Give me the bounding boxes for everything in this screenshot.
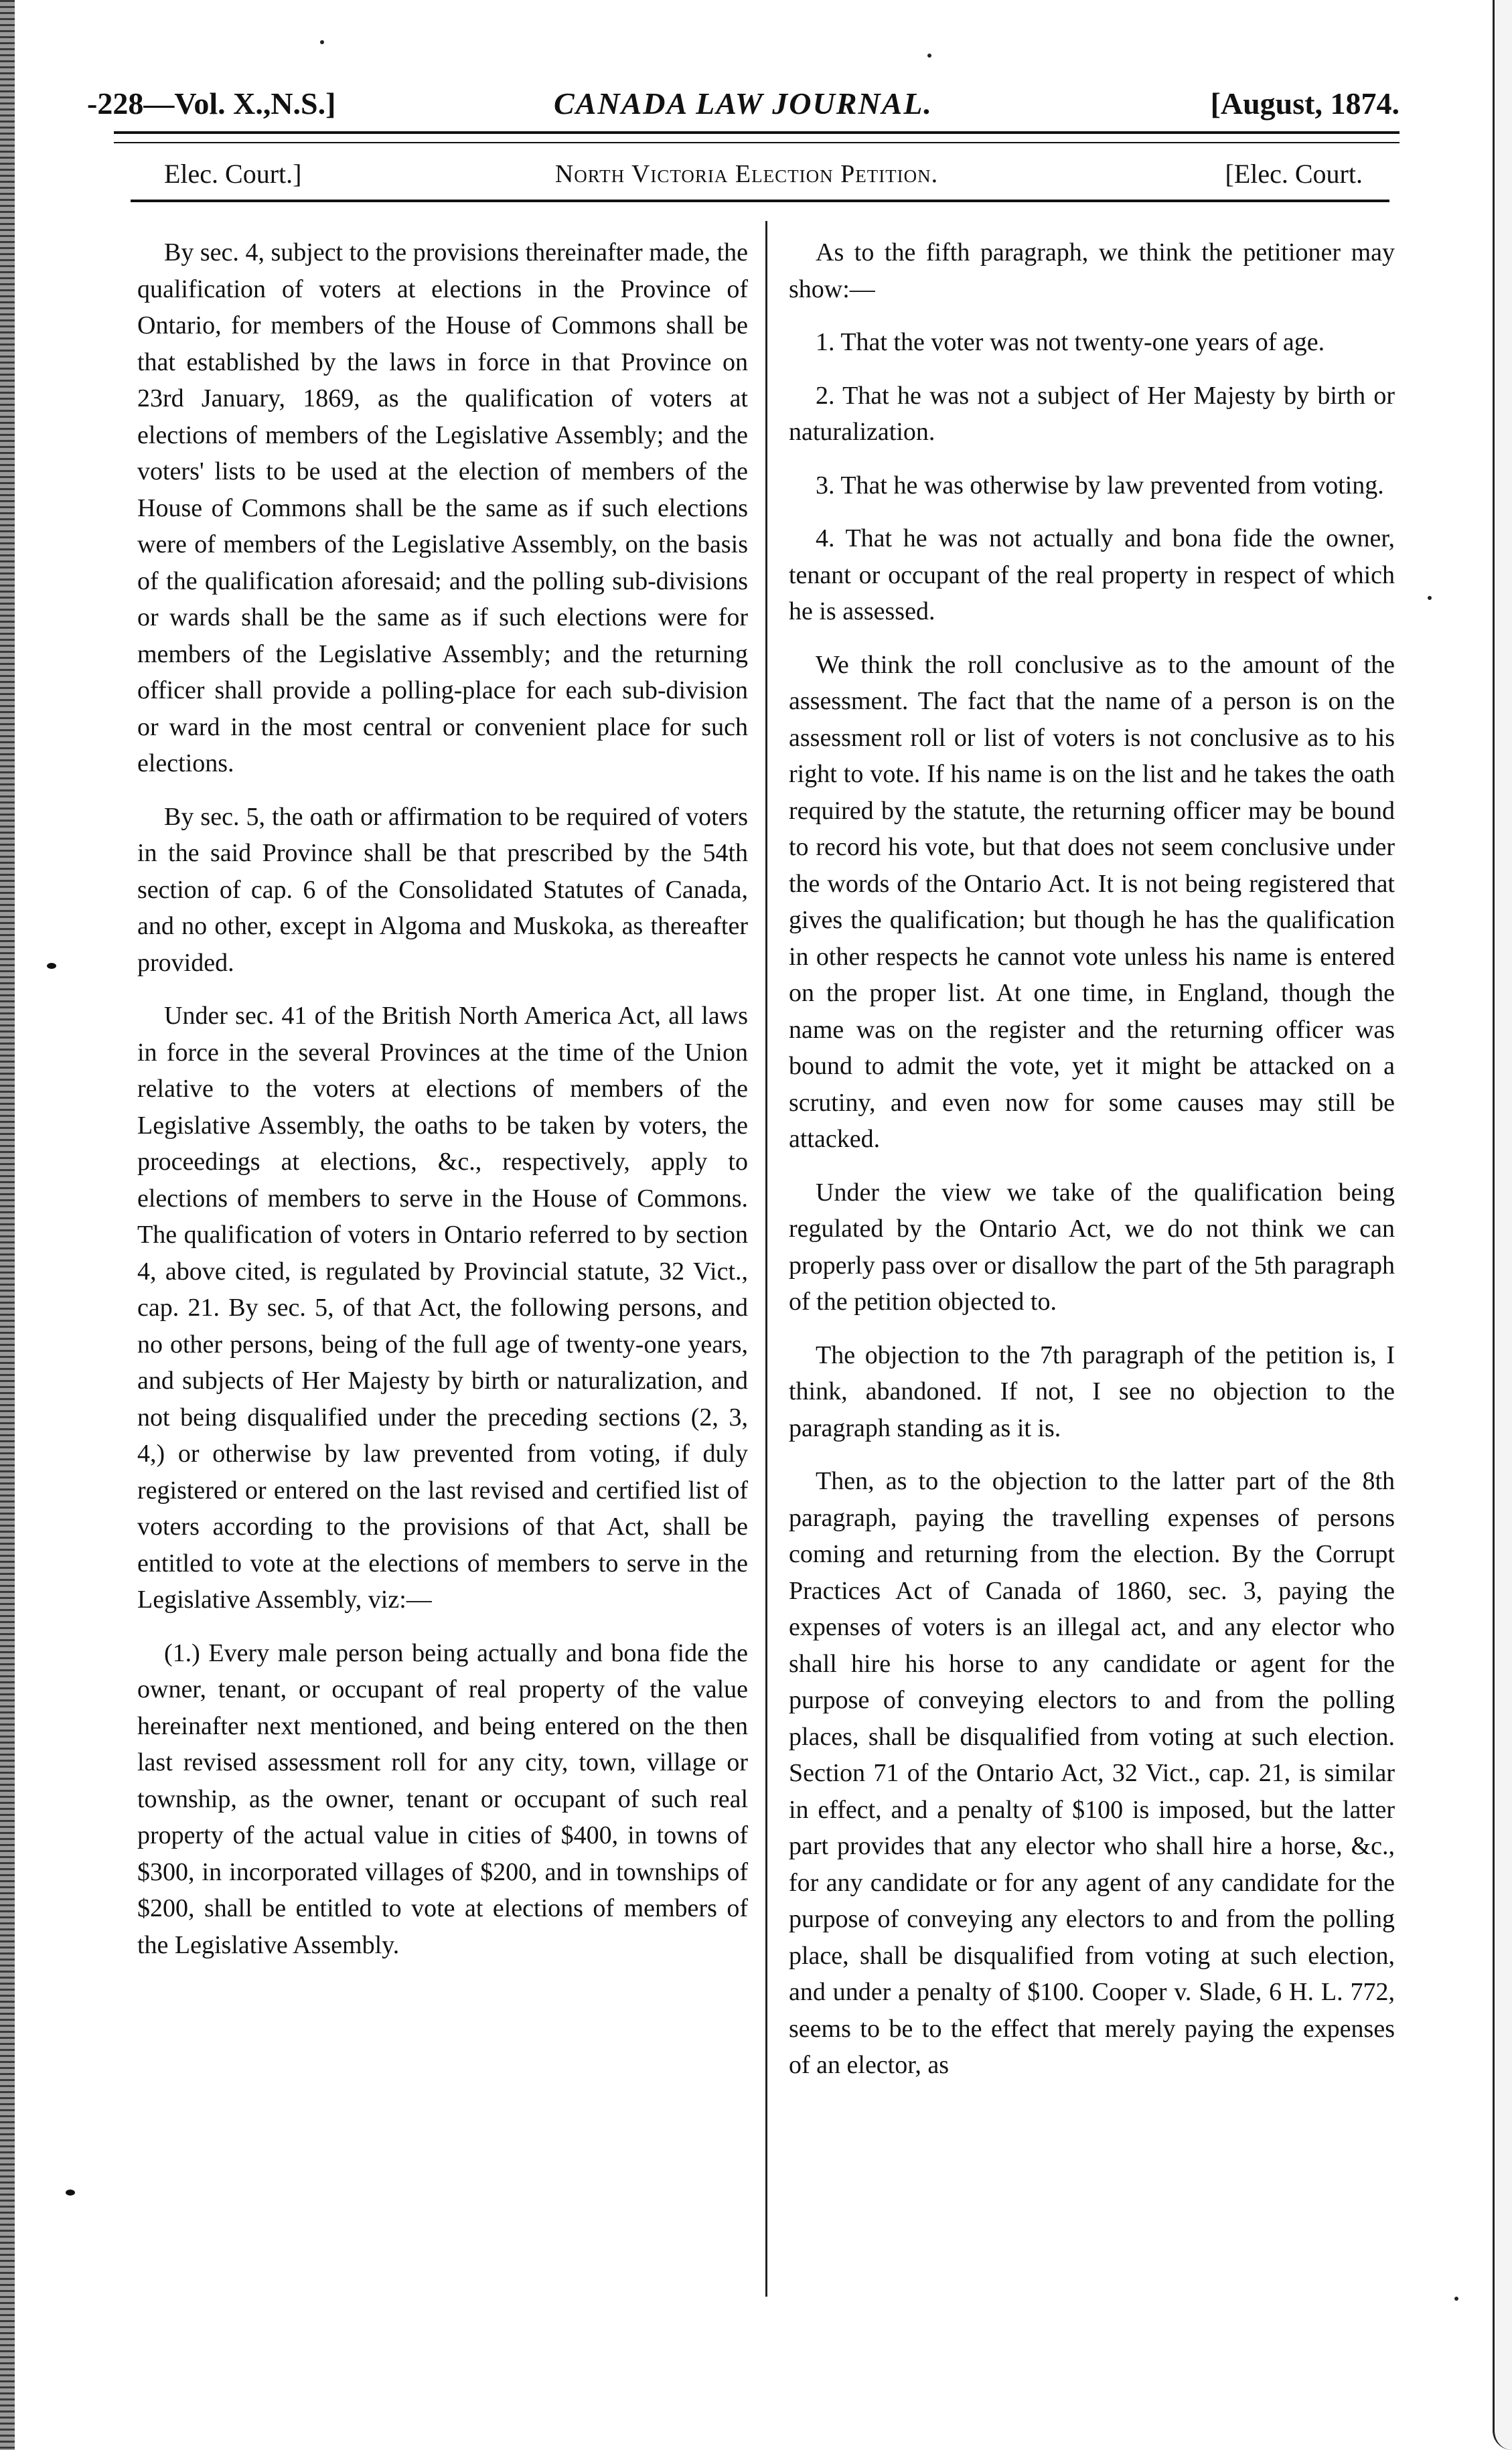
print-speck	[927, 54, 931, 58]
header-double-rule	[114, 131, 1400, 143]
paragraph-qualification-1: (1.) Every male person being actually and bona fide the owner, tenant, or occupant of real property of the value hereinafter next mentioned, and being entered on the then last revised assessment roll for any city, town, village or township, as the owner, tenant or occupant of such real property of the actual value in cities of $400, in towns of $300, in incorporated villages of $200, and in townships of $200, shall be entitled to vote at elections of members of the Legislative Assembly.	[137, 1638, 748, 1959]
paragraph-fifth: As to the fifth paragraph, we think the petitioner may show:—	[789, 238, 1395, 303]
paragraph-qualification-view: Under the view we take of the qualification being regulated by the Ontario Act, we do not think we can properly pass over or disallow the part of the 5th paragraph of the petition objected to.	[789, 1178, 1395, 1316]
paragraph-sec-41: Under sec. 41 of the British North America Act, all laws in force in the several Provinces at the time of the Union relative to the voters at elections of members of the Legislative Assembly, the oaths to be taken by voters, the proceedings at elections, &c., respectively, apply to elections of members to serve in the House of Commons. The qualification of voters in Ontario referred to by section 4, above cited, is regulated by Provincial statute, 32 Vict., cap. 21. By sec. 5, of that Act, the following persons, and no other persons, being of the full age of twenty-one years, and subjects of Her Majesty by birth or naturalization, and not being disqualified under the preceding sections (2, 3, 4,) or otherwise by law prevented from voting, if duly registered or entered on the last revised and certified list of voters according to the provisions of that Act, shall be entitled to vote at the elections of members to serve in the Legislative Assembly, viz:—	[137, 1002, 748, 1614]
paragraph-roll-conclusive: We think the roll conclusive as to the amount of the assessment. The fact that the name of a person is on the assessment roll or list of voters is not conclusive as to his right to vote. If his name is on the list and he takes the oath required by the statute, the returning officer may be bound to record his vote, but that does not seem conclusive under the words of the Ontario Act. It is not being registered that gives the qualification; but though he has the qualification in other respects he cannot vote unless his name is entered on the proper list. At one time, in England, though the name was on the register and the returning officer was bound to admit the vote, yet it might be attacked on a scrutiny, and even now for some causes may still be attacked.	[789, 650, 1395, 1153]
left-column	[137, 228, 748, 1980]
page-edge-curl	[1493, 0, 1512, 2450]
print-speck	[320, 40, 324, 44]
paragraph-sec-4: By sec. 4, subject to the provisions thereinafter made, the qualification of voters at elections in the Province of Ontario, for members of the House of Commons shall be that established by the laws in force in that Province on 23rd January, 1869, as the qualification of voters at elections of members of the Legislative Assembly; and the voters' lists to be used at the election of members of the House of Commons shall be the same as if such elections were of members of the Legislative Assembly, on the basis of the qualification aforesaid; and the polling sub-divisions or wards shall be the same as if such elections were for members of the Legislative Assembly; and the returning officer shall provide a polling-place for each sub-division or ward in the most central or convenient place for such elections.	[137, 238, 748, 777]
paragraph-eighth: Then, as to the objection to the latter part of the 8th paragraph, paying the travelling expenses of persons coming and returning from the election. By the Corrupt Practices Act of Canada of 1860, sec. 3, paying the expenses of voters is an illegal act, and any elector who shall hire his horse to any candidate or agent for the purpose of conveying electors to and from the polling places, shall be disqualified from voting at such election. Section 71 of the Ontario Act, 32 Vict., cap. 21, is similar in effect, and a penalty of $100 is imposed, but the latter part provides that any elector who shall hire a horse, &c., for any candidate or for any agent of any candidate for the purpose of conveying any electors to and from the polling place, shall be disqualified from voting at such election, and under a penalty of $100. Cooper v. Slade, 6 H. L. 772, seems to be to the effect that merely paying the expenses of an elector, as	[789, 1467, 1395, 2079]
section-head	[131, 155, 1363, 196]
list-item: 2. That he was not a subject of Her Majesty by birth or naturalization.	[789, 381, 1395, 446]
list-item: 3. That he was otherwise by law prevented from voting.	[816, 471, 1384, 500]
right-column	[789, 228, 1395, 2100]
issue-date: [August, 1874.	[1210, 86, 1400, 121]
court-label-right: [Elec. Court.	[1225, 159, 1363, 189]
print-speck	[1454, 2297, 1458, 2301]
paragraph-seventh: The objection to the 7th paragraph of the petition is, I think, abandoned. If not, I see no objection to the paragraph standing as it is.	[789, 1341, 1395, 1442]
header-rule	[131, 200, 1389, 202]
list-item: 4. That he was not actually and bona fide the owner, tenant or occupant of the real property in respect of which he is assessed.	[789, 524, 1395, 625]
running-head	[87, 80, 1400, 134]
margin-mark	[66, 2190, 75, 2196]
court-label-left: Elec. Court.]	[164, 159, 302, 189]
print-speck	[1428, 596, 1432, 600]
paragraph-sec-5: By sec. 5, the oath or affirmation to be required of voters in the said Province shall be that prescribed by the 54th section of cap. 6 of the Consolidated Statutes of Canada, and no other, except in Algoma and Muskoka, as thereafter provided.	[137, 802, 748, 977]
page-volume: -228—Vol. X.,N.S.]	[87, 86, 336, 121]
binding-spine	[0, 0, 15, 2450]
list-item: 1. That the voter was not twenty-one years of age.	[816, 328, 1325, 356]
journal-title: CANADA LAW JOURNAL.	[554, 86, 933, 121]
margin-mark	[47, 963, 56, 969]
case-title: North Victoria Election Petition.	[554, 160, 939, 188]
column-divider	[765, 221, 767, 2297]
